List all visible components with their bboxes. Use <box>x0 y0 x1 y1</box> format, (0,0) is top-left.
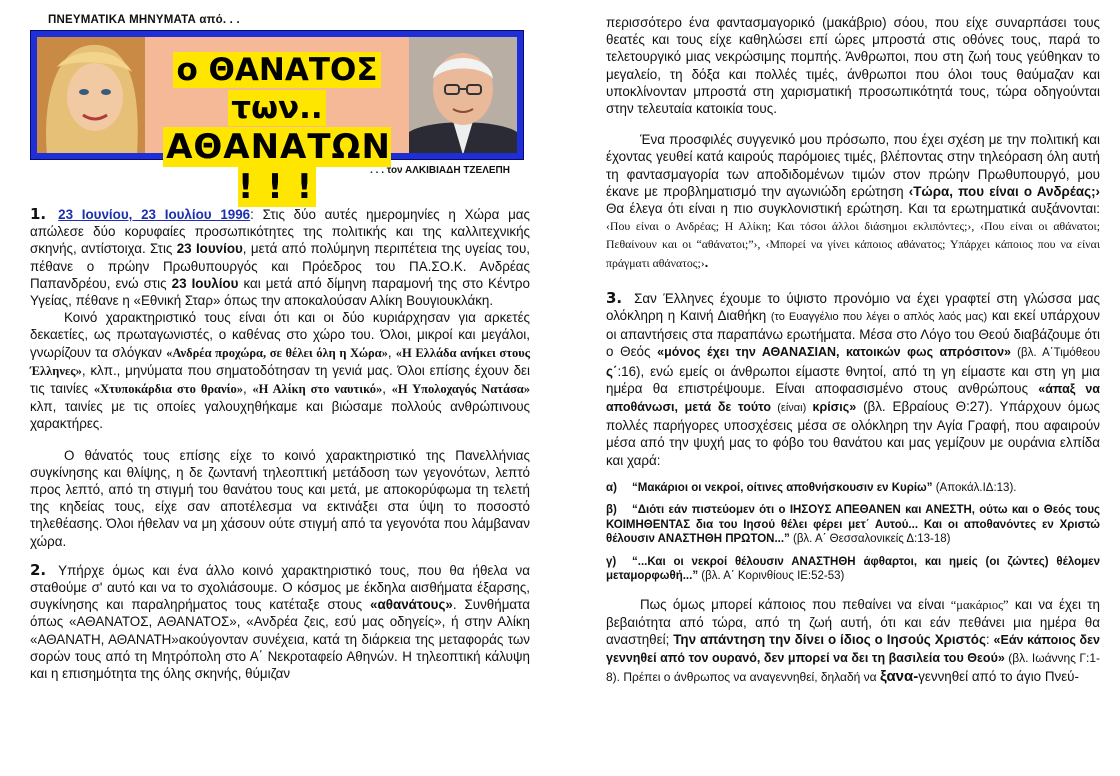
text: Θα έλεγα ότι είναι η πιο συγκλονιστική ερώτηση. Και τα ερωτηματικά αυξάνονται: <box>606 201 1100 217</box>
scripture-quote: «μόνος έχει την ΑΘΑΝΑΣΙΑΝ, κατοικών φως απρόσιτον» <box>657 345 1011 360</box>
film-title: «Χτυποκάρδια στο θρανίο» <box>93 382 243 397</box>
portrait-man-icon <box>409 37 517 153</box>
text: Σαν Έλληνες έχουμε το ύψιστο προνόμιο να έχει γραφτεί στη γλώσσα μας ολόκληρη η Καινή Διαθήκη <box>606 290 1100 324</box>
text-quote: “μακάριος” <box>950 597 1009 612</box>
text: , <box>382 381 392 397</box>
closing-paragraph <box>606 596 1100 686</box>
portrait-photo-right <box>409 37 517 153</box>
portrait-photo-left <box>37 37 145 153</box>
text: και μετά από δίμηνη παραμονή της στο Κέντρο Υγείας, πέθανε η «Εθνική Σταρ» όπως την αποκαλούσαν Αλίκη Βουγιουκλάκη. <box>30 275 531 309</box>
byline: . . . τον ΑΛΚΙΒΙΑΔΗ ΤΖΕΛΕΠΗ <box>370 165 510 176</box>
section-2 <box>30 562 530 682</box>
text: Πως όμως μπορεί κάποιος που πεθαίνει να είναι <box>640 596 951 612</box>
promise-a <box>606 481 1100 496</box>
promise-label: γ) <box>606 555 617 568</box>
reference: (Αποκάλ.ΙΔ:13). <box>932 481 1017 494</box>
text: Υπήρχε όμως και ένα άλλο κοινό χαρακτηριστικό τους, που θα ήθελα να σταθούμε σ' αυτό και να το σχολιάσουμε. Ο κόσμος με έκδηλα αισθήματα έξαρσης, συγκίνησης και παραληρήματος τους κατέταξε στους <box>30 562 530 613</box>
text: , κλπ., μηνύματα που σηματοδότησαν τη γενιά μας. Όλοι επίσης έχουν δει τις ταινίες <box>30 362 530 397</box>
kicker: ΠΝΕΥΜΑΤΙΚΑ ΜΗΝΥΜΑΤΑ από. . . <box>48 14 240 26</box>
slogan: «Η Ελλάδα ανήκει στους Έλληνες» <box>30 345 530 378</box>
text-bold: ς΄ <box>606 363 618 379</box>
promise-quote: “Μακάριοι οι νεκροί, οίτινες αποθνήσκουσιν εν Κυρίω” <box>632 481 933 494</box>
section-3-number: 3. <box>606 288 623 307</box>
reference: (βλ. Α΄ Κορινθίους ΙΕ:52-53) <box>698 570 845 583</box>
section-2-number: 2. <box>30 560 47 579</box>
promise-label: α) <box>606 481 617 494</box>
date-link[interactable]: 23 Ιουνίου, 23 Ιουλίου 1996 <box>58 207 251 222</box>
questions-list: ‹Που είναι ο Ανδρέας; Η Αλίκη; Και τόσοι άλλοι διάσημοι εκλιπόντες;›, ‹Που είναι οι αθάνατοι; Πεθαίνουν και οι “αθάνατοι;”›, ‹Μπορεί να γίνει κάποιος αθάνατος; Υπάρχει κάποιος που να είναι πράγματι αθάνατος;› <box>606 219 1100 270</box>
scripture-quote: κρίσις» <box>812 400 857 415</box>
film-title: «Η Αλίκη στο ναυτικό» <box>252 382 383 397</box>
text: Ένα προσφιλές συγγενικό μου πρόσωπο, που έχει σχέση με την πολιτική και έχοντας γευθεί κατά καιρούς παρόμοιες τιμές, βλέποντας στην τηλεόραση όλη αυτή τη φαντασμαγορία των αποδιδομένων τιμών στον πρώην Πρωθυπουργό, μου έκανε με προβληματισμό την αγωνιώδη ερώτηση <box>606 132 1100 199</box>
text: και να έχει τη βεβαιότητα από τώρα, από τη ζωή αυτή, ότι και εάν πεθάνει μια ημέρα θα αναστηθεί; <box>606 596 1100 648</box>
promise-quote: “...Και οι νεκροί θέλουσιν ΑΝΑΣΤΗΘΗ άφθαρτοι, και ημείς (οι ζώντες) θέλομεν μεταμορφωθή...” <box>606 555 1100 583</box>
text: . Συνθήματα όπως «ΑΘΑΝΑΤΟΣ, ΑΘΑΝΑΤΟΣ», «Ανδρέα ζεις, εσύ μας οδηγείς», ή στην Αλίκη «ΑΘΑΝΑΤΗ, ΑΘΑΝΑΤΗ»ακούγονταν συνέχεια, κατά τη διάρκεια της μεταφοράς των σορών τους από τη Μητρόπολη στο Α΄ Νεκροταφείο Αθηνών. Η τηλεοπτική κάλυψη και η επισημότητα της όλης σκηνής, θύμιζαν <box>30 597 530 682</box>
text: , μετά από πολύμηνη περιπέτεια της υγείας του, πέθανε ο πρώην Πρωθυπουργός και Πρόεδρος του ΠΑ.ΣΟ.Κ. Ανδρέας Παπανδρέου, ενώ στις <box>30 241 531 291</box>
text: , <box>387 344 396 360</box>
text: : Στις δύο αυτές ημερομηνίες η Χώρα μας απώλεσε δύο κορυφαίες προσωπικότητες της πολιτικής και της καλλιτεχνικής σκηνής, αντίστοιχα. Στις <box>30 207 530 257</box>
section-1-paragraph-2 <box>30 309 530 432</box>
scripture-quote: «άπαξ να αποθάνωσι, μετά δε τούτο <box>606 381 1100 415</box>
section-3 <box>606 290 1100 469</box>
key-question: ‹Τώρα, που είναι ο Ανδρέας;› <box>908 183 1100 199</box>
promise-b <box>606 503 1100 547</box>
text: :16), ενώ εμείς οι άνθρωποι είμαστε θνητοί, από τη γη είμαστε και στη γη μια ημέρα θα επιστρέψουμε. Είναι αποφασισμένο στους ανθρώπους <box>606 363 1100 396</box>
section-1-number: 1. <box>30 205 47 223</box>
headline-line1-a: ο ΘΑΝΑΤΟΣ <box>173 52 380 88</box>
left-text <box>30 206 530 682</box>
text: : <box>985 632 994 648</box>
reference: (βλ. Α΄Τιμόθεου <box>1010 347 1101 360</box>
text: κλπ, ταινίες με τις οποίες γαλουχηθήκαμε και βιώσαμε πολλούς ανθρώπινους χαρακτήρες. <box>30 399 530 432</box>
headline-line1-b: των.. <box>228 90 325 126</box>
text: (βλ. Ιωάννης Γ:1-8). Πρέπει ο άνθρωπος να αναγεννηθεί, δηλαδή να <box>606 651 1100 684</box>
text: . <box>704 254 709 270</box>
text-bold: 23 Ιουνίου <box>176 241 243 257</box>
portrait-woman-icon <box>37 37 145 153</box>
promise-c <box>606 555 1100 584</box>
scripture-quote: «Εάν κάποιος δεν γεννηθεί από τον ουρανό, δεν μπορεί να δει τη βασιλεία του Θεού» <box>606 633 1100 666</box>
text-small: (το Ευαγγέλιο που λέγει ο απλός λαός μας) <box>770 311 988 324</box>
right-text <box>606 14 1100 686</box>
text: (βλ. Εβραίους Θ:27). Υπάρχουν όμως πολλές παρήγορες υποσχέσεις μέσα σε ολόκληρη την Αγία Γραφή, που αφαιρούν μέσα από την ψυχή μας το φόβο του θανάτου και μας γεμίζουν με ουράνια ελπίδα και χαρά: <box>606 399 1100 468</box>
text-bold: ξανα- <box>879 667 919 685</box>
promise-quote: “Διότι εάν πιστεύομεν ότι ο ΙΗΣΟΥΣ ΑΠΕΘΑΝΕΝ και ΑΝΕΣΤΗ, ούτω και ο Θεός τους ΚΟΙΜΗΘΕΝΤΑΣ δια του Ιησού θέλει φέρει μετ΄ Αυτού... Και οι αποθανόντες εν Χριστώ θέλουσιν ΑΝΑΣΤΗΘΗ ΠΡΩΤΟΝ...” <box>606 504 1100 546</box>
reference: (βλ. Α΄ Θεσσαλονικείς Δ:13-18) <box>789 533 951 546</box>
text: γεννηθεί από το άγιο Πνεύ- <box>918 668 1079 684</box>
section-1-paragraph-3: Ο θάνατός τους επίσης είχε το κοινό χαρακτηριστικό της Πανελλήνιας συγκίνησης και θλίψης, η δε ζωντανή τηλεοπτική μετάδοση των γεγονότων, λεπτό προς λεπτό, από τη στιγμή του θανάτου τους και μετά, με αποκορύφωμα τη τελετή της κηδείας τους, είχε σαν αποτέλεσμα να εκτινάξει στα ύψη το ποσοστό τηλεθέασης. Όλοι ήθελαν να μη χάσουν ούτε στιγμή από τα γεγονότα που λάμβαναν χώρα. <box>30 447 530 549</box>
question-paragraph <box>606 131 1100 272</box>
section-1-intro <box>30 206 530 309</box>
headline-line2: ΑΘΑΝΑΤΩΝ ! ! ! <box>163 127 391 207</box>
text-bold: 23 Ιουλίου <box>171 275 239 291</box>
text: , <box>242 381 253 397</box>
text-bold: «αθανάτους» <box>370 597 453 613</box>
text-bold: Την απάντηση την δίνει ο ίδιος ο Ιησούς Χριστός <box>673 632 986 648</box>
film-title: «Η Υπολοχαγός Νατάσα» <box>391 382 530 397</box>
continuation-paragraph: περισσότερο ένα φαντασμαγορικό (μακάβριο) σόου, που είχε συναρπάσει τους θεατές και τους είχε καθηλώσει επί ώρες μπροστά στις οθόνες τους, παρά το τελετουργικό μιας νεκρώσιμης πομπής. Άνθρωποι, που στη ζωή τους γεύθηκαν το μεγαλείο, τη δόξα και πολλές τιμές, άνθρωποι που όλοι τους θαύμαζαν και υποκλίνονταν μπροστά στη χαρισματική προσωπικότητά τους, τώρα οδηγούνται στην τελευταία κατοικία τους. <box>606 15 1100 117</box>
text: και εκεί υπάρχουν οι απαντήσεις στα παραπάνω ερωτήματα. Μέσα στο Λόγο του Θεού διαβάζουμε ότι ο Θεός <box>606 308 1101 360</box>
promise-label: β) <box>606 504 617 517</box>
headline <box>155 51 399 207</box>
text-small: (είναι) <box>771 402 813 415</box>
text: Κοινό χαρακτηριστικό τους είναι ότι και οι δύο κυριάρχησαν για αρκετές δεκαετίες, ως πρωταγωνιστές, ο καθένας στο χώρο του. Όλοι, μικροί και μεγάλοι, γνωρίζουν τα σλόγκαν <box>30 310 530 360</box>
slogan: «Ανδρέα προχώρα, σε θέλει όλη η Χώρα» <box>166 345 388 360</box>
